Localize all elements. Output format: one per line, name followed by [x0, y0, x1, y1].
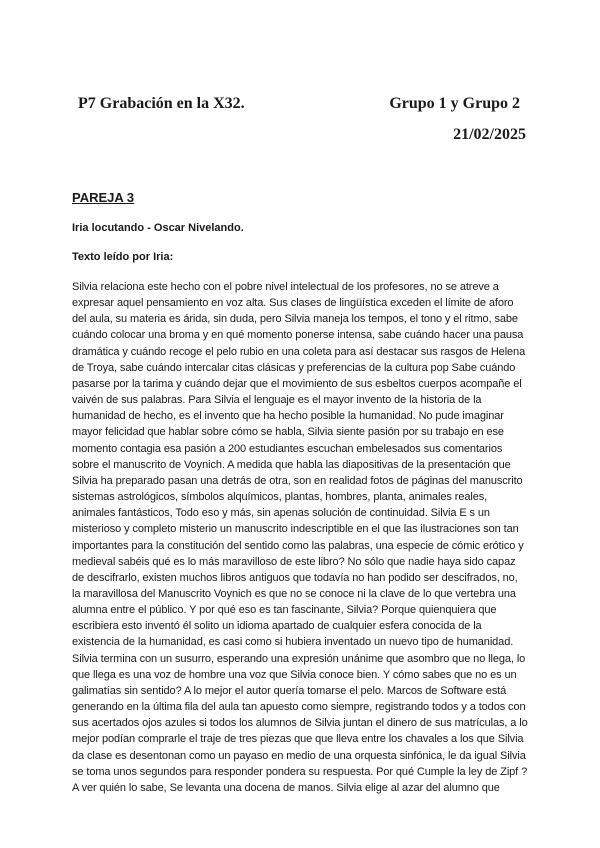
pair-heading: PAREJA 3 [72, 190, 135, 205]
roles-line: Iria locutando - Oscar Nivelando. [72, 222, 244, 234]
document-date: 21/02/2025 [453, 126, 526, 143]
body-paragraph [72, 279, 528, 796]
groups-label: Grupo 1 y Grupo 2 [389, 95, 520, 112]
text-label: Texto leído por Iria: [72, 251, 174, 263]
document-title: P7 Grabación en la X32. [78, 95, 245, 112]
body-text: Silvia relaciona este hecho con el pobre nivel intelectual de los profesores, no se atreve a expresar aquel pensamiento en voz alta. Sus clases de lingüística exceden el límite de aforo del aula, su materia es árida, sin duda, pero Silvia maneja los tempos, el tono y el ritmo, sabe cuándo colocar una broma y en qué momento ponerse intensa, sabe cuándo hacer una pausa dramática y cuándo recoge el pelo rubio en una coleta para así destacar sus rasgos de Helena de Troya, sabe cuándo intercalar citas clásicas y preferencias de la cultura pop Sabe cuándo pasarse por la tarima y cuándo dejar que el movimiento de sus esbeltos cuerpos acompañe el vaivén de sus palabras. Para Silvia el lenguaje es el mayor invento de la historia de la humanidad de hecho, es el invento que ha hecho posible la humanidad. No pude imaginar mayor felicidad que hablar sobre cómo se habla, Silvia siente pasión por su trabajo en ese momento contagia esa pasión a 200 estudiantes escuchan embelesados sus comentarios sobre el manuscrito de Voynich. A medida que habla las diapositivas de la presentación que Silvia ha preparado pasan una detrás de otra, son en realidad fotos de páginas del manuscrito sistemas astrológicos, símbolos alquímicos, plantas, hombres, planta, animales reales, animales fantásticos, Todo eso y más, sin apenas solución de continuidad. Silvia E s un misterioso y completo misterio un manuscrito indescriptible en el que las ilustraciones son tan importantes para la constitución del sentido como las palabras, una especie de cómic erótico y medieval sabéis qué es lo más maravilloso de este libro? No sólo que nadie haya sido capaz de descifrarlo, existen muchos libros antiguos que todavía no han podido ser descifrados, no, la maravillosa del Manuscrito Voynich es que no se conoce ni la clave de lo que vertebra una alumna entre el público. Y por qué eso es tan fascinante, Silvia? Porque quienquiera que escribiera esto inventó él solito un idioma apartado de cualquier esfera conocida de la existencia de la humanidad, es casi como si hubiera inventado un nuevo tipo de humanidad. Silvia termina con un susurro, esperando una expresión unánime que asombro que no llega, lo que llega es una voz de hombre una voz que Silvia conoce bien. Y cómo sabes que no es un galimatías sin sentido? A lo mejor el autor quería tomarse el pelo. Marcos de Software está generando en la última fila del aula tan apuesto como siempre, registrando todos y a todos con sus acertados ojos azules si todos los alumnos de Silvia juntan el dinero de sus matrículas, a lo mejor podían comprarle el traje de tres piezas que que lleva entre los chavales a los que Silvia da clase es desentonan como un payaso en medio de una orquesta sinfónica, le da igual Silvia se toma unos segundos para responder pondera su respuesta. Por qué Cumple la ley de Zipf ? A ver quién lo sabe, Se levanta una docena de manos. Silvia elige al azar del alumno que [72, 281, 528, 794]
